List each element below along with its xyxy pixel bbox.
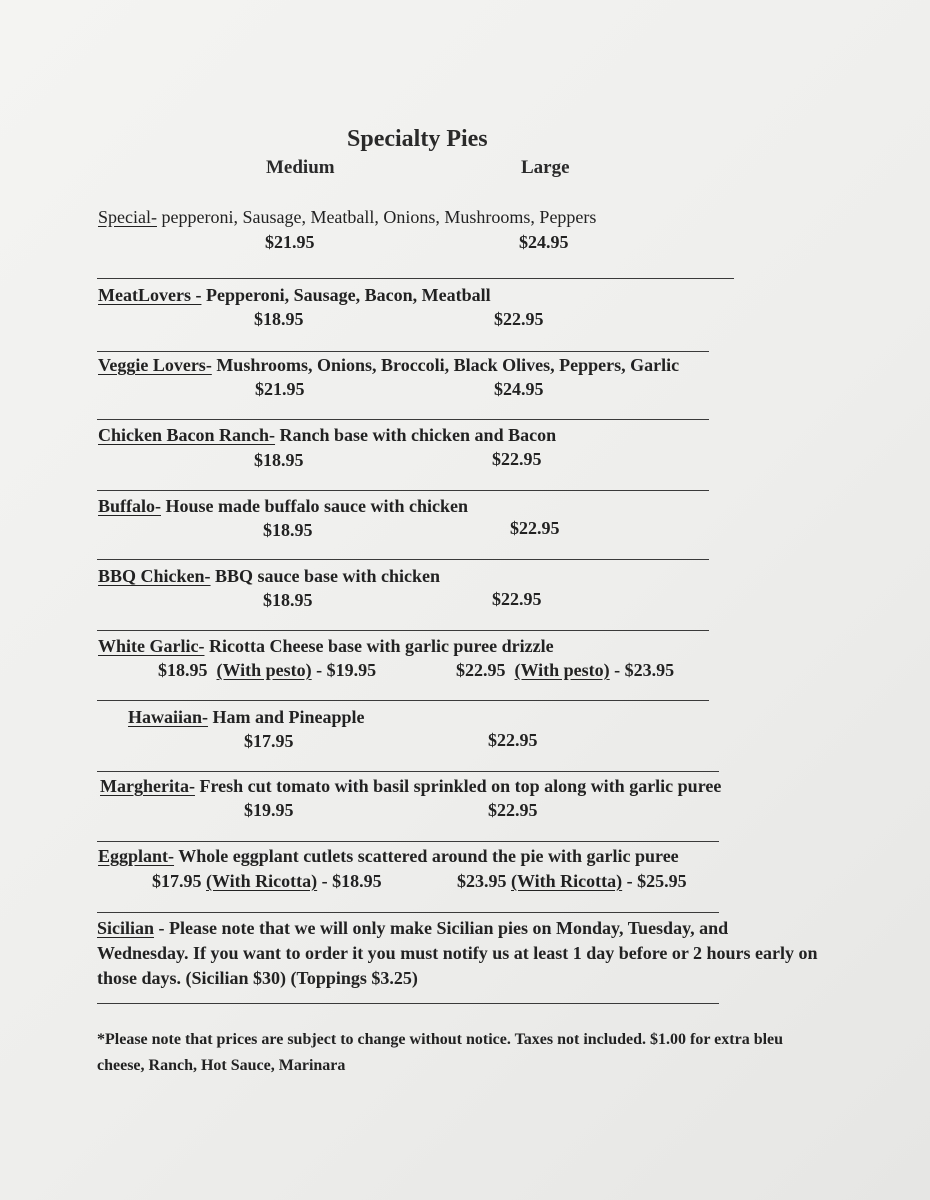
option-label: (With Ricotta): [206, 871, 318, 891]
menu-item-hawaiian: [128, 707, 365, 728]
price-medium-row: [152, 871, 382, 892]
item-name: BBQ Chicken-: [98, 566, 211, 586]
divider: [97, 419, 709, 420]
item-name: White Garlic-: [98, 636, 205, 656]
price-medium: $18.95: [158, 660, 208, 680]
price-large: $22.95: [492, 449, 542, 469]
price-medium: $18.95: [254, 450, 304, 470]
price-medium: $17.95: [152, 871, 202, 891]
divider: [97, 630, 709, 631]
sicilian-text: - Please note that we will only make Sicilian pies on Monday, Tuesday, and Wednesday. If you want to order it you must notify us at least 1 day before or 2 hours early on those days. (Sicilian $30) (Toppings $3.25): [97, 918, 818, 988]
menu-item-bbq-chicken: [98, 566, 440, 587]
item-name: Buffalo-: [98, 496, 161, 516]
menu-item-meatlovers: [98, 285, 491, 306]
price-large-row: [456, 660, 674, 681]
option-price: - $23.95: [609, 660, 675, 680]
option-price: - $18.95: [317, 871, 382, 891]
divider: [97, 1003, 719, 1004]
menu-item-white-garlic: [98, 636, 554, 657]
item-desc: Mushrooms, Onions, Broccoli, Black Olives, Peppers, Garlic: [211, 355, 680, 375]
page-title: Specialty Pies: [347, 126, 488, 152]
item-desc: House made buffalo sauce with chicken: [161, 496, 469, 516]
price-medium-row: [158, 660, 376, 681]
option-label: (With pesto): [514, 660, 610, 680]
item-name: Chicken Bacon Ranch-: [98, 425, 276, 445]
menu-item-veggie-lovers: [98, 355, 679, 376]
item-desc: Whole eggplant cutlets scattered around the pie with garlic puree: [174, 846, 679, 866]
item-desc: pepperoni, Sausage, Meatball, Onions, Mushrooms, Peppers: [156, 207, 597, 227]
price-large: $22.95: [492, 589, 542, 609]
item-name: Sicilian: [97, 918, 155, 938]
price-large: $22.95: [510, 518, 560, 538]
divider: [97, 912, 719, 913]
menu-item-eggplant: [98, 846, 679, 867]
price-large: $22.95: [488, 730, 538, 750]
menu-item-buffalo: [98, 496, 468, 517]
option-label: (With Ricotta): [511, 871, 623, 891]
price-medium: $18.95: [254, 309, 304, 329]
item-name: Hawaiian-: [128, 707, 209, 727]
column-header-medium: Medium: [266, 157, 335, 178]
menu-item-chicken-bacon-ranch: [98, 425, 556, 446]
divider: [97, 700, 709, 701]
divider: [97, 490, 709, 491]
divider: [97, 351, 709, 352]
price-large: $22.95: [488, 800, 538, 820]
sicilian-section: [97, 916, 822, 991]
item-desc: Ham and Pineapple: [208, 707, 365, 727]
price-medium: $19.95: [244, 800, 294, 820]
divider: [97, 559, 709, 560]
price-large: $23.95: [457, 871, 507, 891]
option-price: - $25.95: [622, 871, 687, 891]
price-medium: $18.95: [263, 520, 313, 540]
item-desc: BBQ sauce base with chicken: [210, 566, 441, 586]
column-header-large: Large: [521, 157, 570, 178]
price-large: $22.95: [494, 309, 544, 329]
menu-item-margherita: [100, 776, 721, 797]
price-medium: $21.95: [255, 379, 305, 399]
divider: [97, 771, 719, 772]
option-price: - $19.95: [311, 660, 377, 680]
item-name: Veggie Lovers-: [98, 355, 212, 375]
item-desc: Fresh cut tomato with basil sprinkled on top along with garlic puree: [194, 776, 722, 796]
divider: [97, 278, 734, 279]
item-name: Special-: [98, 207, 157, 227]
price-medium: $17.95: [244, 731, 294, 751]
item-name: Eggplant-: [98, 846, 175, 866]
item-name: Margherita-: [100, 776, 195, 796]
item-desc: Pepperoni, Sausage, Bacon, Meatball: [201, 285, 491, 305]
item-name: MeatLovers -: [98, 285, 202, 305]
price-large: $24.95: [494, 379, 544, 399]
menu-item-special: [98, 207, 596, 228]
price-medium: $21.95: [265, 232, 315, 252]
footer-note: *Please note that prices are subject to change without notice. Taxes not included. $1.00 for extra bleu cheese, Ranch, Hot Sauce, Marinara: [97, 1031, 784, 1074]
item-desc: Ricotta Cheese base with garlic puree drizzle: [204, 636, 554, 656]
price-medium: $18.95: [263, 590, 313, 610]
option-label: (With pesto): [216, 660, 312, 680]
item-desc: Ranch base with chicken and Bacon: [275, 425, 557, 445]
divider: [97, 841, 719, 842]
price-large: $22.95: [456, 660, 506, 680]
price-large-row: [457, 871, 687, 892]
price-large: $24.95: [519, 232, 569, 252]
